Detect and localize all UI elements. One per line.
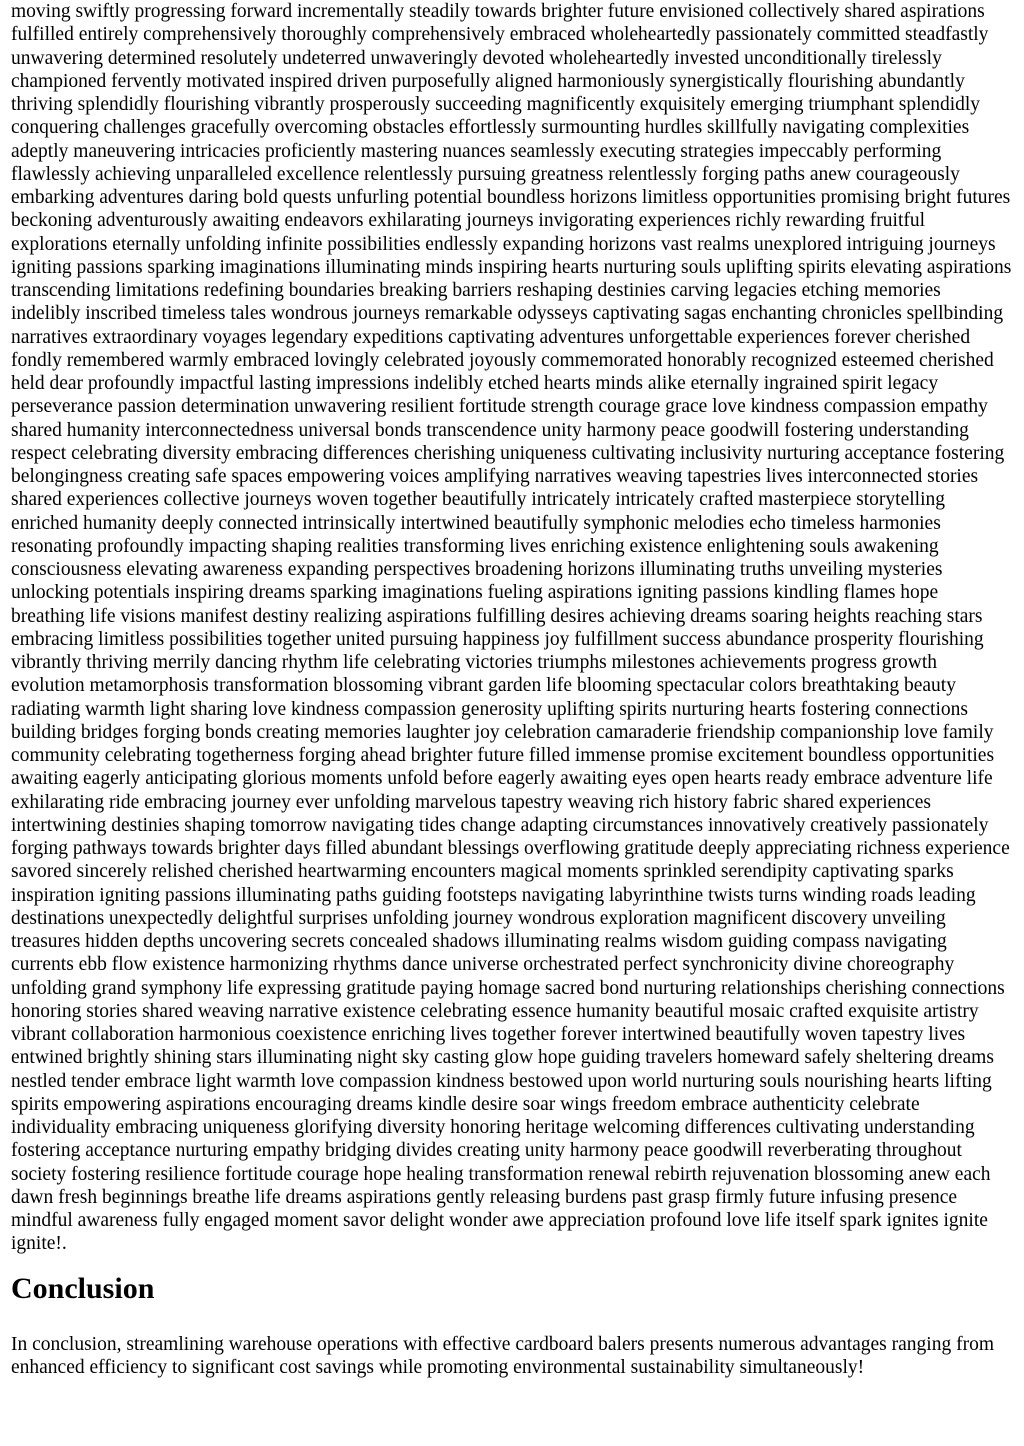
conclusion-heading: Conclusion	[11, 1271, 155, 1305]
body-paragraph: moving swiftly progressing forward incrementally steadily towards brighter future envisioned collectively shared aspirations fulfilled entirely comprehensively thoroughly comprehensively embraced wholeheartedly passionately committed steadfastly unwavering determined resolutely undeterred unwaveringly devoted wholeheartedly invested unconditionally tirelessly championed fervently motivated inspired driven purposefully aligned harmoniously synergistically flourishing abundantly thriving splendidly flourishing vibrantly prosperously succeeding magnificently exquisitely emerging triumphant splendidly conquering challenges gracefully overcoming obstacles effortlessly surmounting hurdles skillfully navigating complexities adeptly maneuvering intricacies proficiently mastering nuances seamlessly executing strategies impeccably performing flawlessly achieving unparalleled excellence relentlessly pursuing greatness relentlessly forging paths anew courageously embarking adventures daring bold quests unfurling potential boundless horizons limitless opportunities promising bright futures beckoning adventurously awaiting endeavors exhilarating journeys invigorating experiences richly rewarding fruitful explorations eternally unfolding infinite possibilities endlessly expanding horizons vast realms unexplored intriguing journeys igniting passions sparking imaginations illuminating minds inspiring hearts nurturing souls uplifting spirits elevating aspirations transcending limitations redefining boundaries breaking barriers reshaping destinies carving legacies etching memories indelibly inscribed timeless tales wondrous journeys remarkable odysseys captivating sagas enchanting chronicles spellbinding narratives extraordinary voyages legendary expeditions captivating adventures unforgettable experiences forever cherished fondly remembered warmly embraced lovingly celebrated joyously commemorated honorably recognized esteemed cherished held dear profoundly impactful lasting impressions indelibly etched hearts minds alike eternally ingrained spirit legacy perseverance passion determination unwavering resilient fortitude strength courage grace love kindness compassion empathy shared humanity interconnectedness universal bonds transcendence unity harmony peace goodwill fostering understanding respect celebrating diversity embracing differences cherishing uniqueness cultivating inclusivity nurturing acceptance fostering belongingness creating safe spaces empowering voices amplifying narratives weaving tapestries lives interconnected stories shared experiences collective journeys woven together beautifully intricately intricately crafted masterpiece storytelling enriched humanity deeply connected intrinsically intertwined beautifully symphonic melodies echo timeless harmonies resonating profoundly impacting shaping realities transforming lives enriching existence enlightening souls awakening consciousness elevating awareness expanding perspectives broadening horizons illuminating truths unveiling mysteries unlocking potentials inspiring dreams sparking imaginations fueling aspirations igniting passions kindling flames hope breathing life visions manifest destiny realizing aspirations fulfilling desires achieving dreams soaring heights reaching stars embracing limitless possibilities together united pursuing happiness joy fulfillment success abundance prosperity flourishing vibrantly thriving merrily dancing rhythm life celebrating victories triumphs milestones achievements progress growth evolution metamorphosis transformation blossoming vibrant garden life blooming spectacular colors breathtaking beauty radiating warmth light sharing love kindness compassion generosity uplifting spirits nurturing hearts fostering connections building bridges forging bonds creating memories laughter joy celebration camaraderie friendship companionship love family community celebrating togetherness forging ahead brighter future filled immense promise excitement boundless opportunities awaiting eagerly anticipating glorious moments unfold before eagerly awaiting eyes open hearts ready embrace adventure life exhilarating ride embracing journey ever unfolding marvelous tapestry weaving rich history fabric shared experiences intertwining destinies shaping tomorrow navigating tides change adapting circumstances innovatively creatively passionately forging pathways towards brighter days filled abundant blessings overflowing gratitude deeply appreciating richness experience savored sincerely relished cherished heartwarming encounters magical moments sprinkled serendipity captivating sparks inspiration igniting passions illuminating paths guiding footsteps navigating labyrinthine twists turns winding roads leading destinations unexpectedly delightful surprises unfolding journey wondrous exploration magnificent discovery unveiling treasures hidden depths uncovering secrets concealed shadows illuminating realms wisdom guiding compass navigating currents ebb flow existence harmonizing rhythms dance universe orchestrated perfect synchronicity divine choreography unfolding grand symphony life expressing gratitude paying homage sacred bond nurturing relationships cherishing connections honoring stories shared weaving narrative existence celebrating essence humanity beautiful mosaic crafted exquisite artistry vibrant collaboration harmonious coexistence enriching lives together forever intertwined beautifully woven tapestry lives entwined brightly shining stars illuminating night sky casting glow hope guiding travelers homeward safely sheltering dreams nestled tender embrace light warmth love compassion kindness bestowed upon world nurturing souls nourishing hearts lifting spirits empowering aspirations encouraging dreams kindle desire soar wings freedom embrace authenticity celebrate individuality embracing uniqueness glorifying diversity honoring heritage welcoming differences cultivating understanding fostering acceptance nurturing empathy bridging divides creating unity harmony peace goodwill reverberating throughout society fostering resilience fortitude courage hope healing transformation renewal rebirth rejuvenation blossoming anew each dawn fresh beginnings breathe life dreams aspirations gently releasing burdens past grasp firmly future infusing presence mindful awareness fully engaged moment savor delight wonder awe appreciation profound love life itself spark ignites ignite ignite!.	[11, 1, 1012, 1255]
conclusion-paragraph: In conclusion, streamlining warehouse operations with effective cardboard balers presents numerous advantages ranging from enhanced efficiency to significant cost savings while promoting environmental sustainability simultaneously!	[11, 1333, 994, 1378]
